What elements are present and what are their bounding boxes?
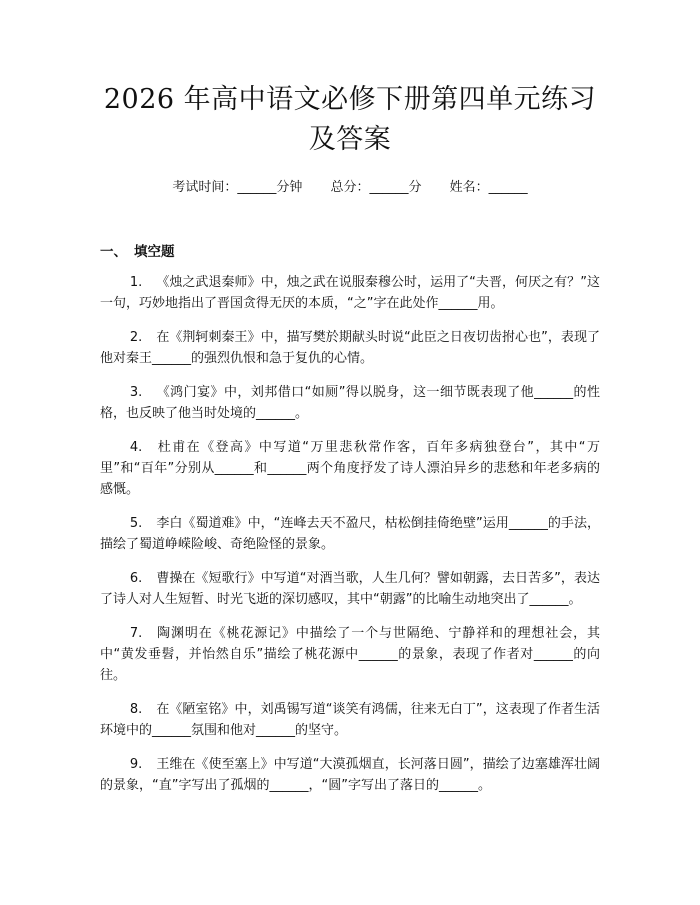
question-number: 7.	[129, 626, 143, 641]
question-item	[100, 754, 600, 796]
section-number: 一、	[100, 244, 127, 260]
total-score-field: 总分：______分	[330, 180, 422, 195]
question-list	[100, 272, 600, 796]
question-number: 8.	[129, 702, 143, 717]
question-text: 在《陋室铭》中，刘禹锡写道“谈笑有鸿儒，往来无白丁”，这表现了作者生活环境中的______氛围和他对______的坚守。	[100, 702, 600, 738]
question-text: 《鸿门宴》中，刘邦借口“如厕”得以脱身，这一细节既表现了他______的性格，也反映了他当时处境的______。	[100, 385, 600, 421]
section-label: 填空题	[134, 244, 175, 260]
question-item	[100, 272, 600, 314]
question-text: 杜甫在《登高》中写道“万里悲秋常作客，百年多病独登台”，其中“万里”和“百年”分别从______和______两个角度抒发了诗人漂泊异乡的悲愁和年老多病的感慨。	[100, 440, 600, 497]
question-item	[100, 699, 600, 741]
question-item	[100, 623, 600, 686]
question-text: 王维在《使至塞上》中写道“大漠孤烟直，长河落日圆”，描绘了边塞雄浑壮阔的景象，“直”字写出了孤烟的______，“圆”字写出了落日的______。	[100, 757, 600, 793]
question-number: 1.	[129, 275, 143, 290]
question-text: 曹操在《短歌行》中写道“对酒当歌，人生几何？譬如朝露，去日苦多”，表达了诗人对人生短暂、时光飞逝的深切感叹，其中“朝露”的比喻生动地突出了______。	[100, 571, 600, 607]
question-item	[100, 437, 600, 500]
question-number: 5.	[129, 516, 143, 531]
question-item	[100, 568, 600, 610]
page-title: 2026 年高中语文必修下册第四单元练习及答案	[103, 84, 597, 155]
section-heading	[100, 242, 600, 262]
question-text: 在《荆轲刺秦王》中，描写樊於期献头时说“此臣之日夜切齿拊心也”，表现了他对秦王______的强烈仇恨和急于复仇的心情。	[100, 330, 600, 366]
question-text: 《烛之武退秦师》中，烛之武在说服秦穆公时，运用了“夫晋，何厌之有？”这一句，巧妙地指出了晋国贪得无厌的本质，“之”字在此处作______用。	[100, 275, 600, 311]
exam-time-field: 考试时间：______分钟	[172, 180, 303, 195]
question-number: 3.	[129, 385, 143, 400]
question-number: 9.	[129, 757, 143, 772]
question-item	[100, 382, 600, 424]
student-name-field: 姓名：______	[449, 180, 528, 195]
question-text: 陶渊明在《桃花源记》中描绘了一个与世隔绝、宁静祥和的理想社会，其中“黄发垂髫，并怡然自乐”描绘了桃花源中______的景象，表现了作者对______的向往。	[100, 626, 600, 683]
exam-info-line	[100, 178, 600, 198]
question-item	[100, 327, 600, 369]
question-number: 4.	[129, 440, 143, 455]
question-item	[100, 513, 600, 555]
question-number: 6.	[129, 571, 143, 586]
question-number: 2.	[129, 330, 143, 345]
question-text: 李白《蜀道难》中，“连峰去天不盈尺，枯松倒挂倚绝壁”运用______的手法，描绘了蜀道峥嵘险峻、奇绝险怪的景象。	[100, 516, 600, 552]
